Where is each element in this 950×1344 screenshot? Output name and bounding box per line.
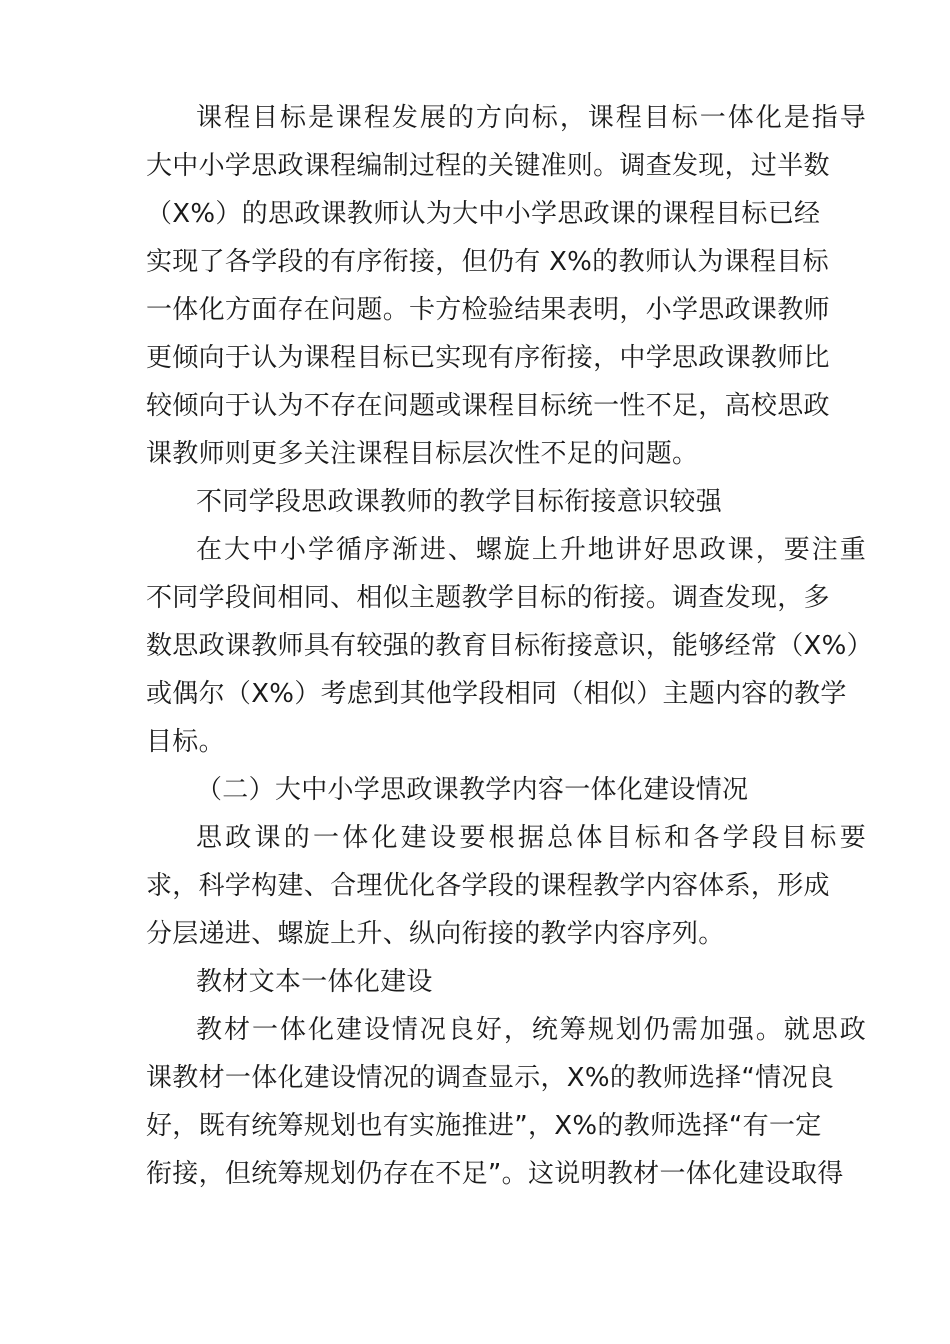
- paragraph-line: 较倾向于认为不存在问题或课程目标统一性不足，高校思政: [146, 391, 830, 421]
- paragraph-line: 分层递进、螺旋上升、纵向衔接的教学内容序列。: [146, 919, 725, 949]
- paragraph-line: 一体化方面存在问题。卡方检验结果表明，小学思政课教师: [146, 295, 830, 325]
- paragraph-line: 衔接，但统筹规划仍存在不足”。这说明教材一体化建设取得: [146, 1159, 844, 1189]
- paragraph-line: 不同学段间相同、相似主题教学目标的衔接。调查发现，多: [146, 583, 830, 613]
- section-heading: 教材文本一体化建设: [196, 967, 433, 997]
- paragraph-line: 实现了各学段的有序衔接，但仍有 X%的教师认为课程目标: [146, 247, 829, 277]
- paragraph-line: 好，既有统筹规划也有实施推进”，X%的教师选择“有一定: [146, 1111, 822, 1141]
- paragraph-line: 大中小学思政课程编制过程的关键准则。调查发现，过半数: [146, 151, 830, 181]
- paragraph-line: 目标。: [146, 727, 225, 757]
- paragraph-line: 课教师则更多关注课程目标层次性不足的问题。: [146, 439, 699, 469]
- paragraph-line: 课程目标是课程发展的方向标，课程目标一体化是指导: [196, 103, 866, 133]
- paragraph-line: 数思政课教师具有较强的教育目标衔接意识，能够经常（X%）: [146, 631, 873, 661]
- paragraph-line: 更倾向于认为课程目标已实现有序衔接，中学思政课教师比: [146, 343, 830, 373]
- section-heading: （二）大中小学思政课教学内容一体化建设情况: [196, 775, 749, 805]
- paragraph-line: 课教材一体化建设情况的调查显示，X%的教师选择“情况良: [146, 1063, 835, 1093]
- section-heading: 不同学段思政课教师的教学目标衔接意识较强: [196, 487, 723, 517]
- paragraph-line: 教材一体化建设情况良好，统筹规划仍需加强。就思政: [196, 1015, 866, 1045]
- paragraph-line: 求，科学构建、合理优化各学段的课程教学内容体系，形成: [146, 871, 830, 901]
- paragraph-line: 思政课的一体化建设要根据总体目标和各学段目标要: [196, 823, 866, 853]
- paragraph-line: 或偶尔（X%）考虑到其他学段相同（相似）主题内容的教学: [146, 679, 847, 709]
- paragraph-line: （X%）的思政课教师认为大中小学思政课的课程目标已经: [146, 199, 821, 229]
- paragraph-line: 在大中小学循序渐进、螺旋上升地讲好思政课，要注重: [196, 535, 866, 565]
